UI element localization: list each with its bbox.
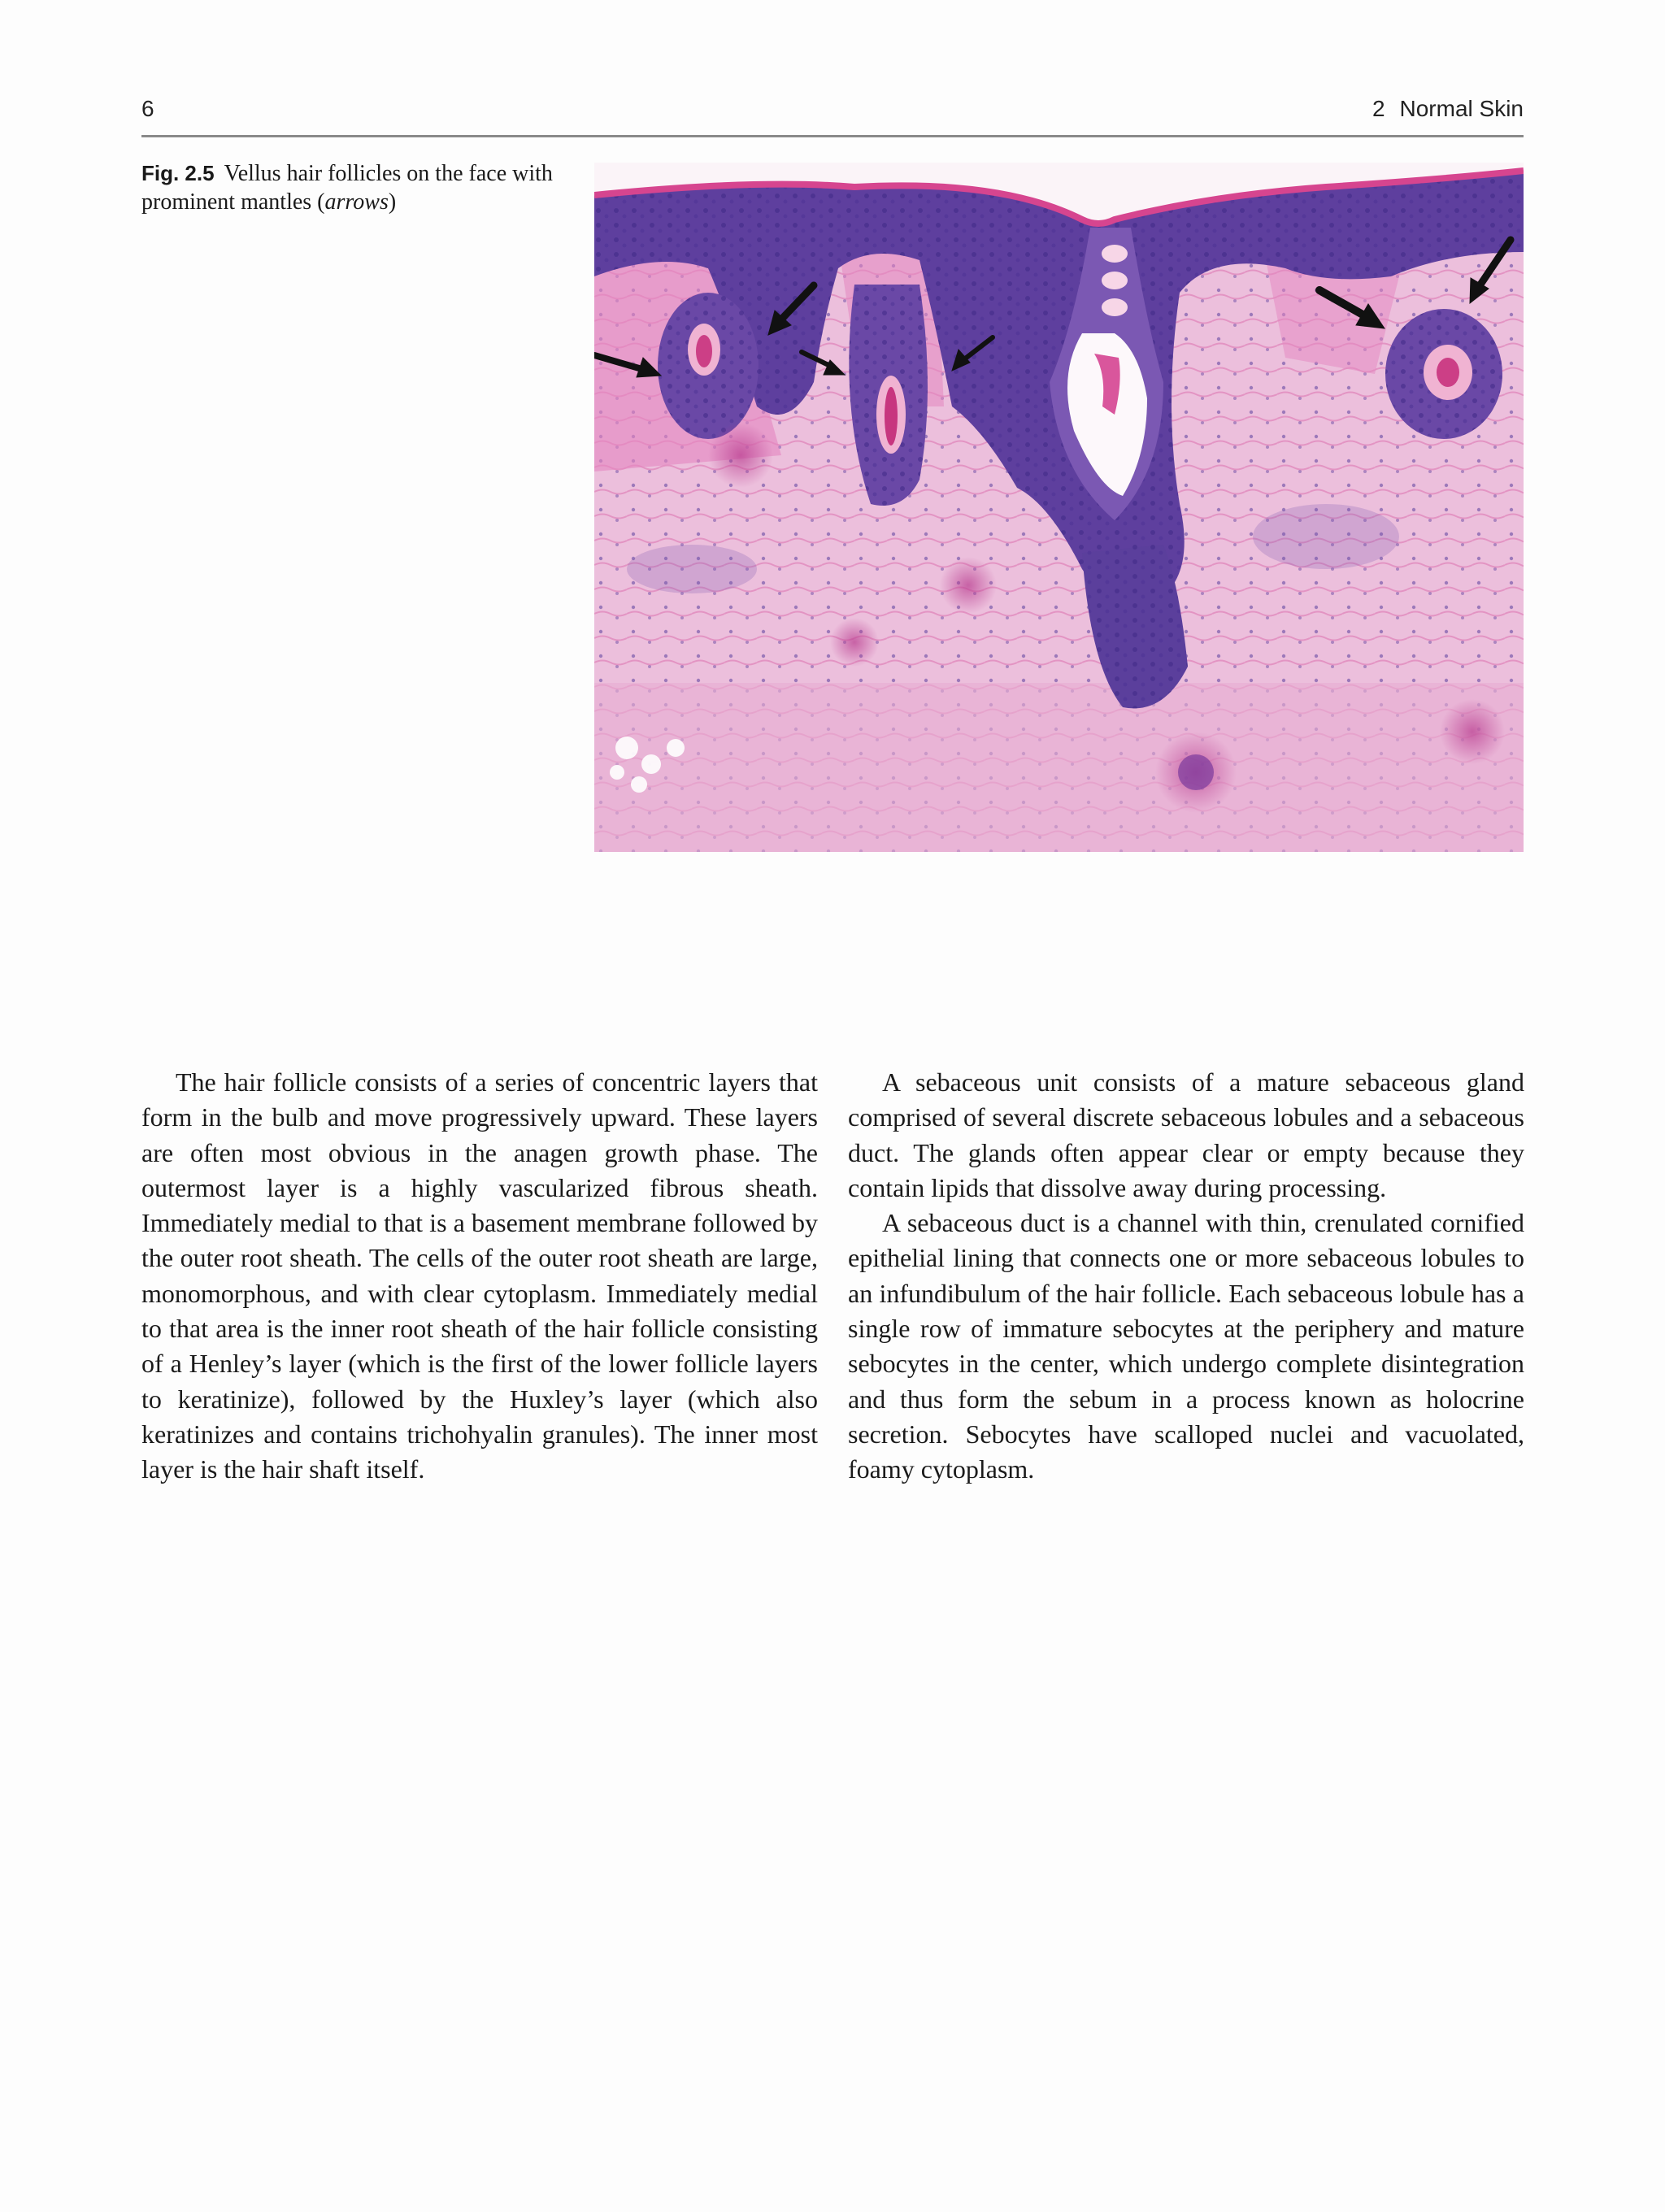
caption-text: Vellus hair follicles on the face with prominent mantles ( [141,161,553,215]
chapter-number: 2 [1372,96,1385,121]
paragraph: A sebaceous unit consists of a mature sebaceous gland comprised of several discrete sebaceous lobules and a sebaceous duct. The glands often appear clear or empty because they contain lipids that dissolve away during processing. [848,1067,1524,1202]
caption-emphasis: arrows [324,189,389,215]
page-number: 6 [141,96,154,121]
header-rule [141,135,1524,137]
right-column [848,1065,1524,1488]
histology-figure [594,163,1524,852]
follicle-right [1385,309,1502,439]
paragraph: A sebaceous duct is a channel with thin, crenulated cornified epithelial lining that connects one or more sebaceous lobules to an infundibulum of the hair follicle. Each sebaceous lobule has a single row of immature sebocytes at the periphery and mature sebocytes in the center, which undergo complete disintegration and thus form the sebum in a process known as holocrine secretion. Sebocytes have scalloped nuclei and vacuolated, foamy cytoplasm. [848,1208,1524,1484]
left-column [141,1065,818,1488]
follicle-left [658,293,759,439]
caption-close: ) [388,189,397,215]
histology-micrograph [594,163,1524,852]
figure-caption [141,159,564,216]
running-head [1372,96,1524,122]
chapter-title: Normal Skin [1399,96,1524,121]
figure-label: Fig. 2.5 [141,161,215,185]
paragraph: The hair follicle consists of a series of concentric layers that form in the bulb and move progressively upward. These layers are often most obvious in the anagen growth phase. The outermost layer is a highly vascularized fibrous sheath. Immediately medial to that is a basement membrane followed by the outer root sheath. The cells of the outer root sheath are large, monomorphous, and with clear cytoplasm. Immediately medial to that area is the inner root sheath of the hair follicle consisting of a Henley’s layer (which is the first of the lower follicle layers to keratinize), followed by the Huxley’s layer (which also keratinizes and contains trichohyalin granules). The inner most layer is the hair shaft itself. [141,1067,818,1484]
